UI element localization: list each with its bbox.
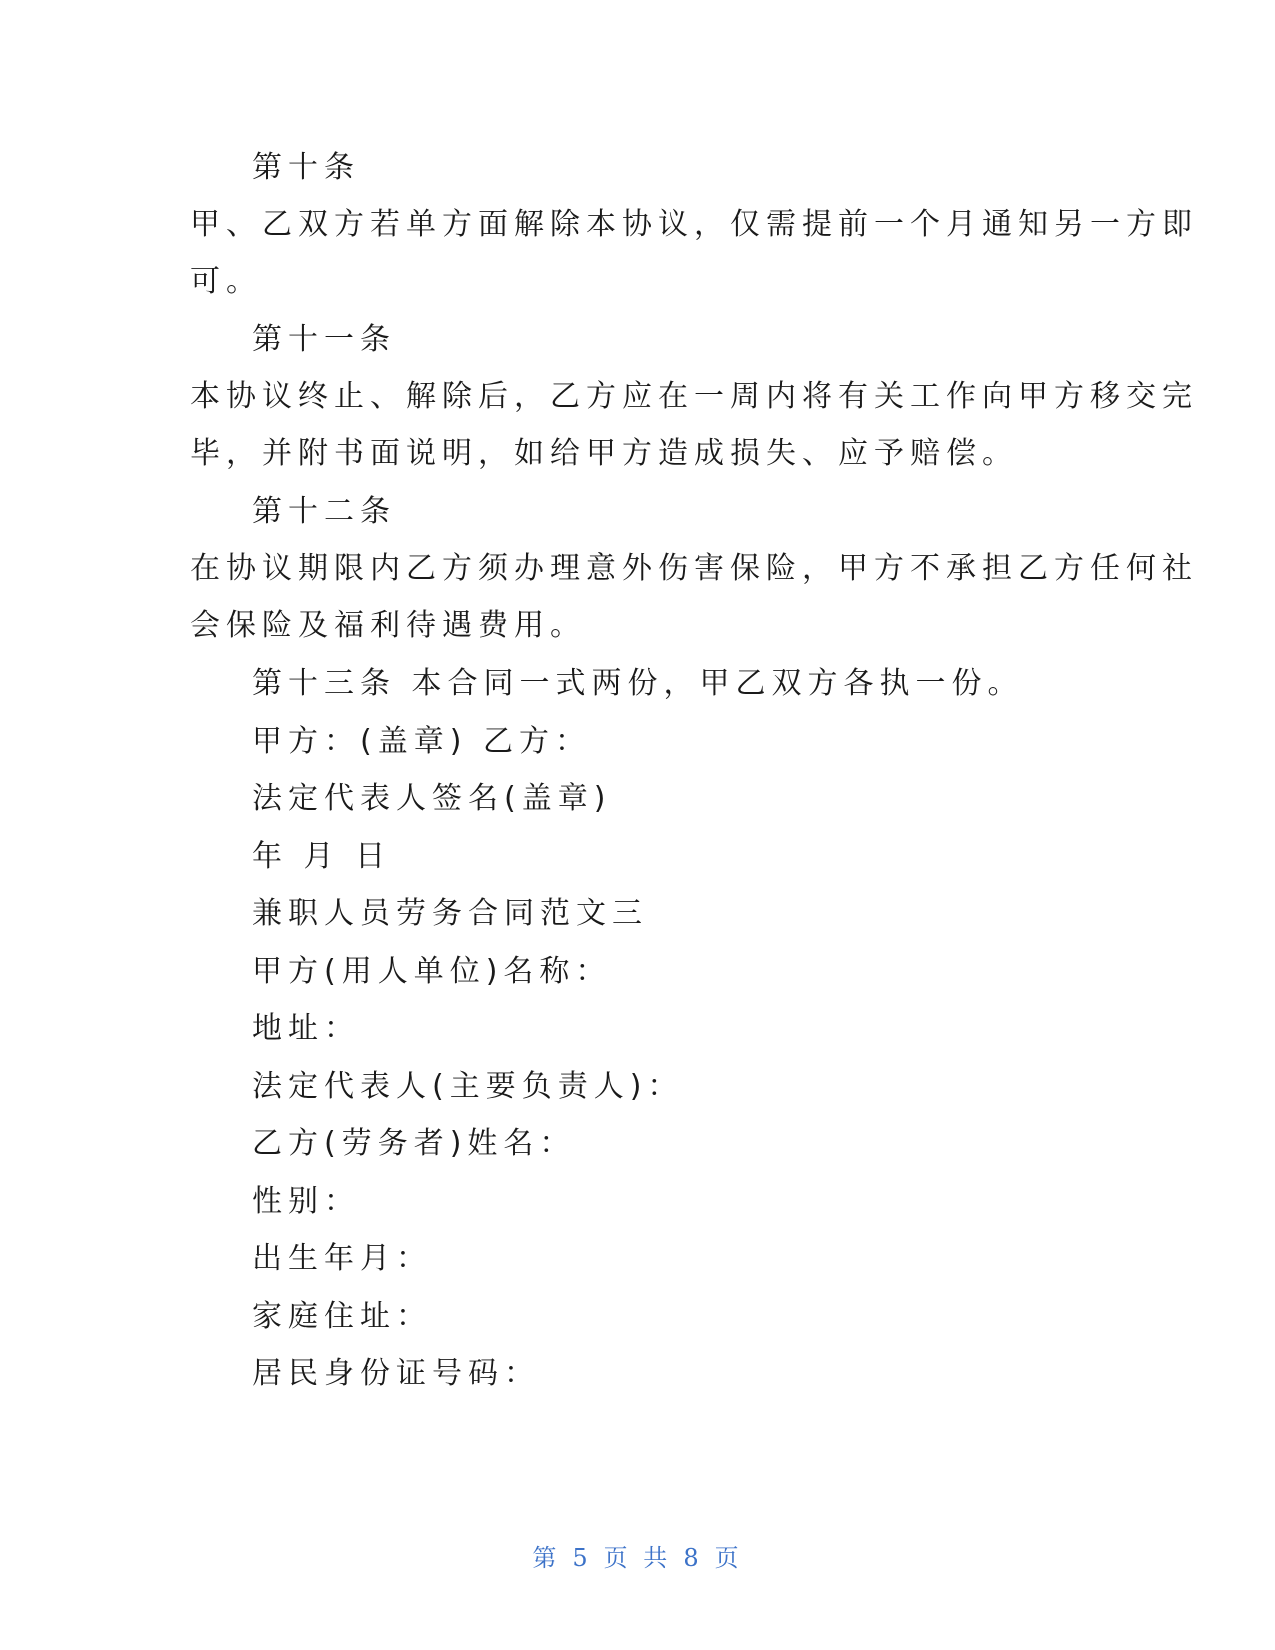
- article-12-text-line-2: 会保险及福利待遇费用。: [190, 608, 586, 643]
- id-number-field: 居民身份证号码：: [252, 1356, 540, 1391]
- article-12-text-line-1: 在协议期限内乙方须办理意外伤害保险，甲方不承担乙方任何社: [190, 551, 1198, 586]
- article-10-text-line-2: 可。: [190, 264, 262, 299]
- date-line: 年 月 日: [252, 839, 392, 874]
- article-10-heading: 第十条: [252, 150, 360, 185]
- article-13-text: 第十三条 本合同一式两份，甲乙双方各执一份。: [252, 666, 1024, 701]
- address-field: 地址：: [252, 1011, 360, 1046]
- employer-name-field: 甲方(用人单位)名称：: [252, 954, 612, 989]
- birth-date-field: 出生年月：: [252, 1241, 432, 1276]
- worker-name-field: 乙方(劳务者)姓名：: [252, 1126, 576, 1161]
- legal-representative-signature-line: 法定代表人签名(盖章): [252, 781, 612, 816]
- article-11-text-line-1: 本协议终止、解除后，乙方应在一周内将有关工作向甲方移交完: [190, 379, 1198, 414]
- section-title: 兼职人员劳务合同范文三: [252, 896, 648, 931]
- footer-middle: 页 共: [603, 1544, 672, 1572]
- article-10-text-line-1: 甲、乙双方若单方面解除本协议，仅需提前一个月通知另一方即: [190, 207, 1198, 242]
- article-11-heading: 第十一条: [252, 322, 396, 357]
- home-address-field: 家庭住址：: [252, 1299, 432, 1334]
- signature-parties-line: 甲方：(盖章) 乙方：: [252, 724, 591, 759]
- footer-prefix: 第: [532, 1544, 561, 1572]
- gender-field: 性别：: [252, 1184, 360, 1219]
- page-footer: [0, 1538, 1275, 1573]
- legal-representative-field: 法定代表人(主要负责人)：: [252, 1069, 684, 1104]
- footer-suffix: 页: [714, 1544, 743, 1572]
- current-page-number: 5: [572, 1544, 592, 1572]
- article-12-heading: 第十二条: [252, 494, 396, 529]
- article-11-text-line-2: 毕，并附书面说明，如给甲方造成损失、应予赔偿。: [190, 436, 1018, 471]
- total-pages-number: 8: [683, 1544, 703, 1572]
